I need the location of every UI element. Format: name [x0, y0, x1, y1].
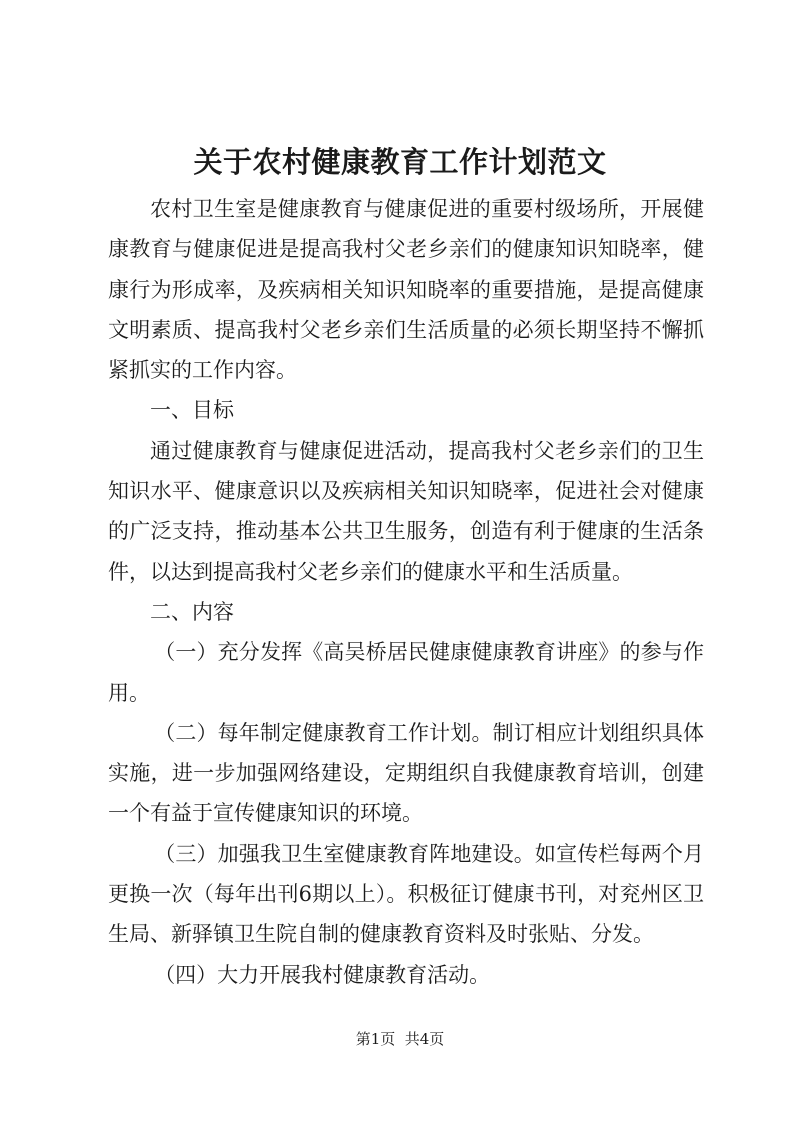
- section-heading-goal: 一、目标: [150, 398, 234, 423]
- section-heading-content: 二、内容: [150, 599, 234, 624]
- paragraph-goal: 通过健康教育与健康促进活动，提高我村父老乡亲们的卫生知识水平、健康意识以及疾病相关知识知晓率，促进社会对健康的广泛支持，推动基本公共卫生服务，创造有利于健康的生活条件，以达到提高我村父老乡亲们的健康水平和生活质量。: [108, 438, 704, 584]
- paragraph-item-1: （一）充分发挥《高吴桥居民健康健康教育讲座》的参与作用。: [108, 640, 704, 705]
- paragraph-item-4: （四）大力开展我村健康教育活动。: [154, 962, 491, 987]
- page-number-footer: 第1页 共4页: [355, 1030, 445, 1048]
- paragraph-intro: 农村卫生室是健康教育与健康促进的重要村级场所，开展健康教育与健康促进是提高我村父老乡亲们的健康知识知晓率，健康行为形成率，及疾病相关知识知晓率的重要措施，是提高健康文明素质、提高我村父老乡亲们生活质量的必须长期坚持不懈抓紧抓实的工作内容。: [108, 197, 704, 383]
- document-title: 关于农村健康教育工作计划范文: [193, 145, 607, 179]
- document-body: [108, 189, 704, 995]
- paragraph-item-3: （三）加强我卫生室健康教育阵地建设。如宣传栏每两个月更换一次（每年出刊6期以上）。积极征订健康书刊，对兖州区卫生局、新驿镇卫生院自制的健康教育资料及时张贴、分发。: [108, 841, 704, 947]
- paragraph-item-2: （二）每年制定健康教育工作计划。制订相应计划组织具体实施，进一步加强网络建设，定期组织自我健康教育培训，创建一个有益于宣传健康知识的环境。: [108, 720, 704, 826]
